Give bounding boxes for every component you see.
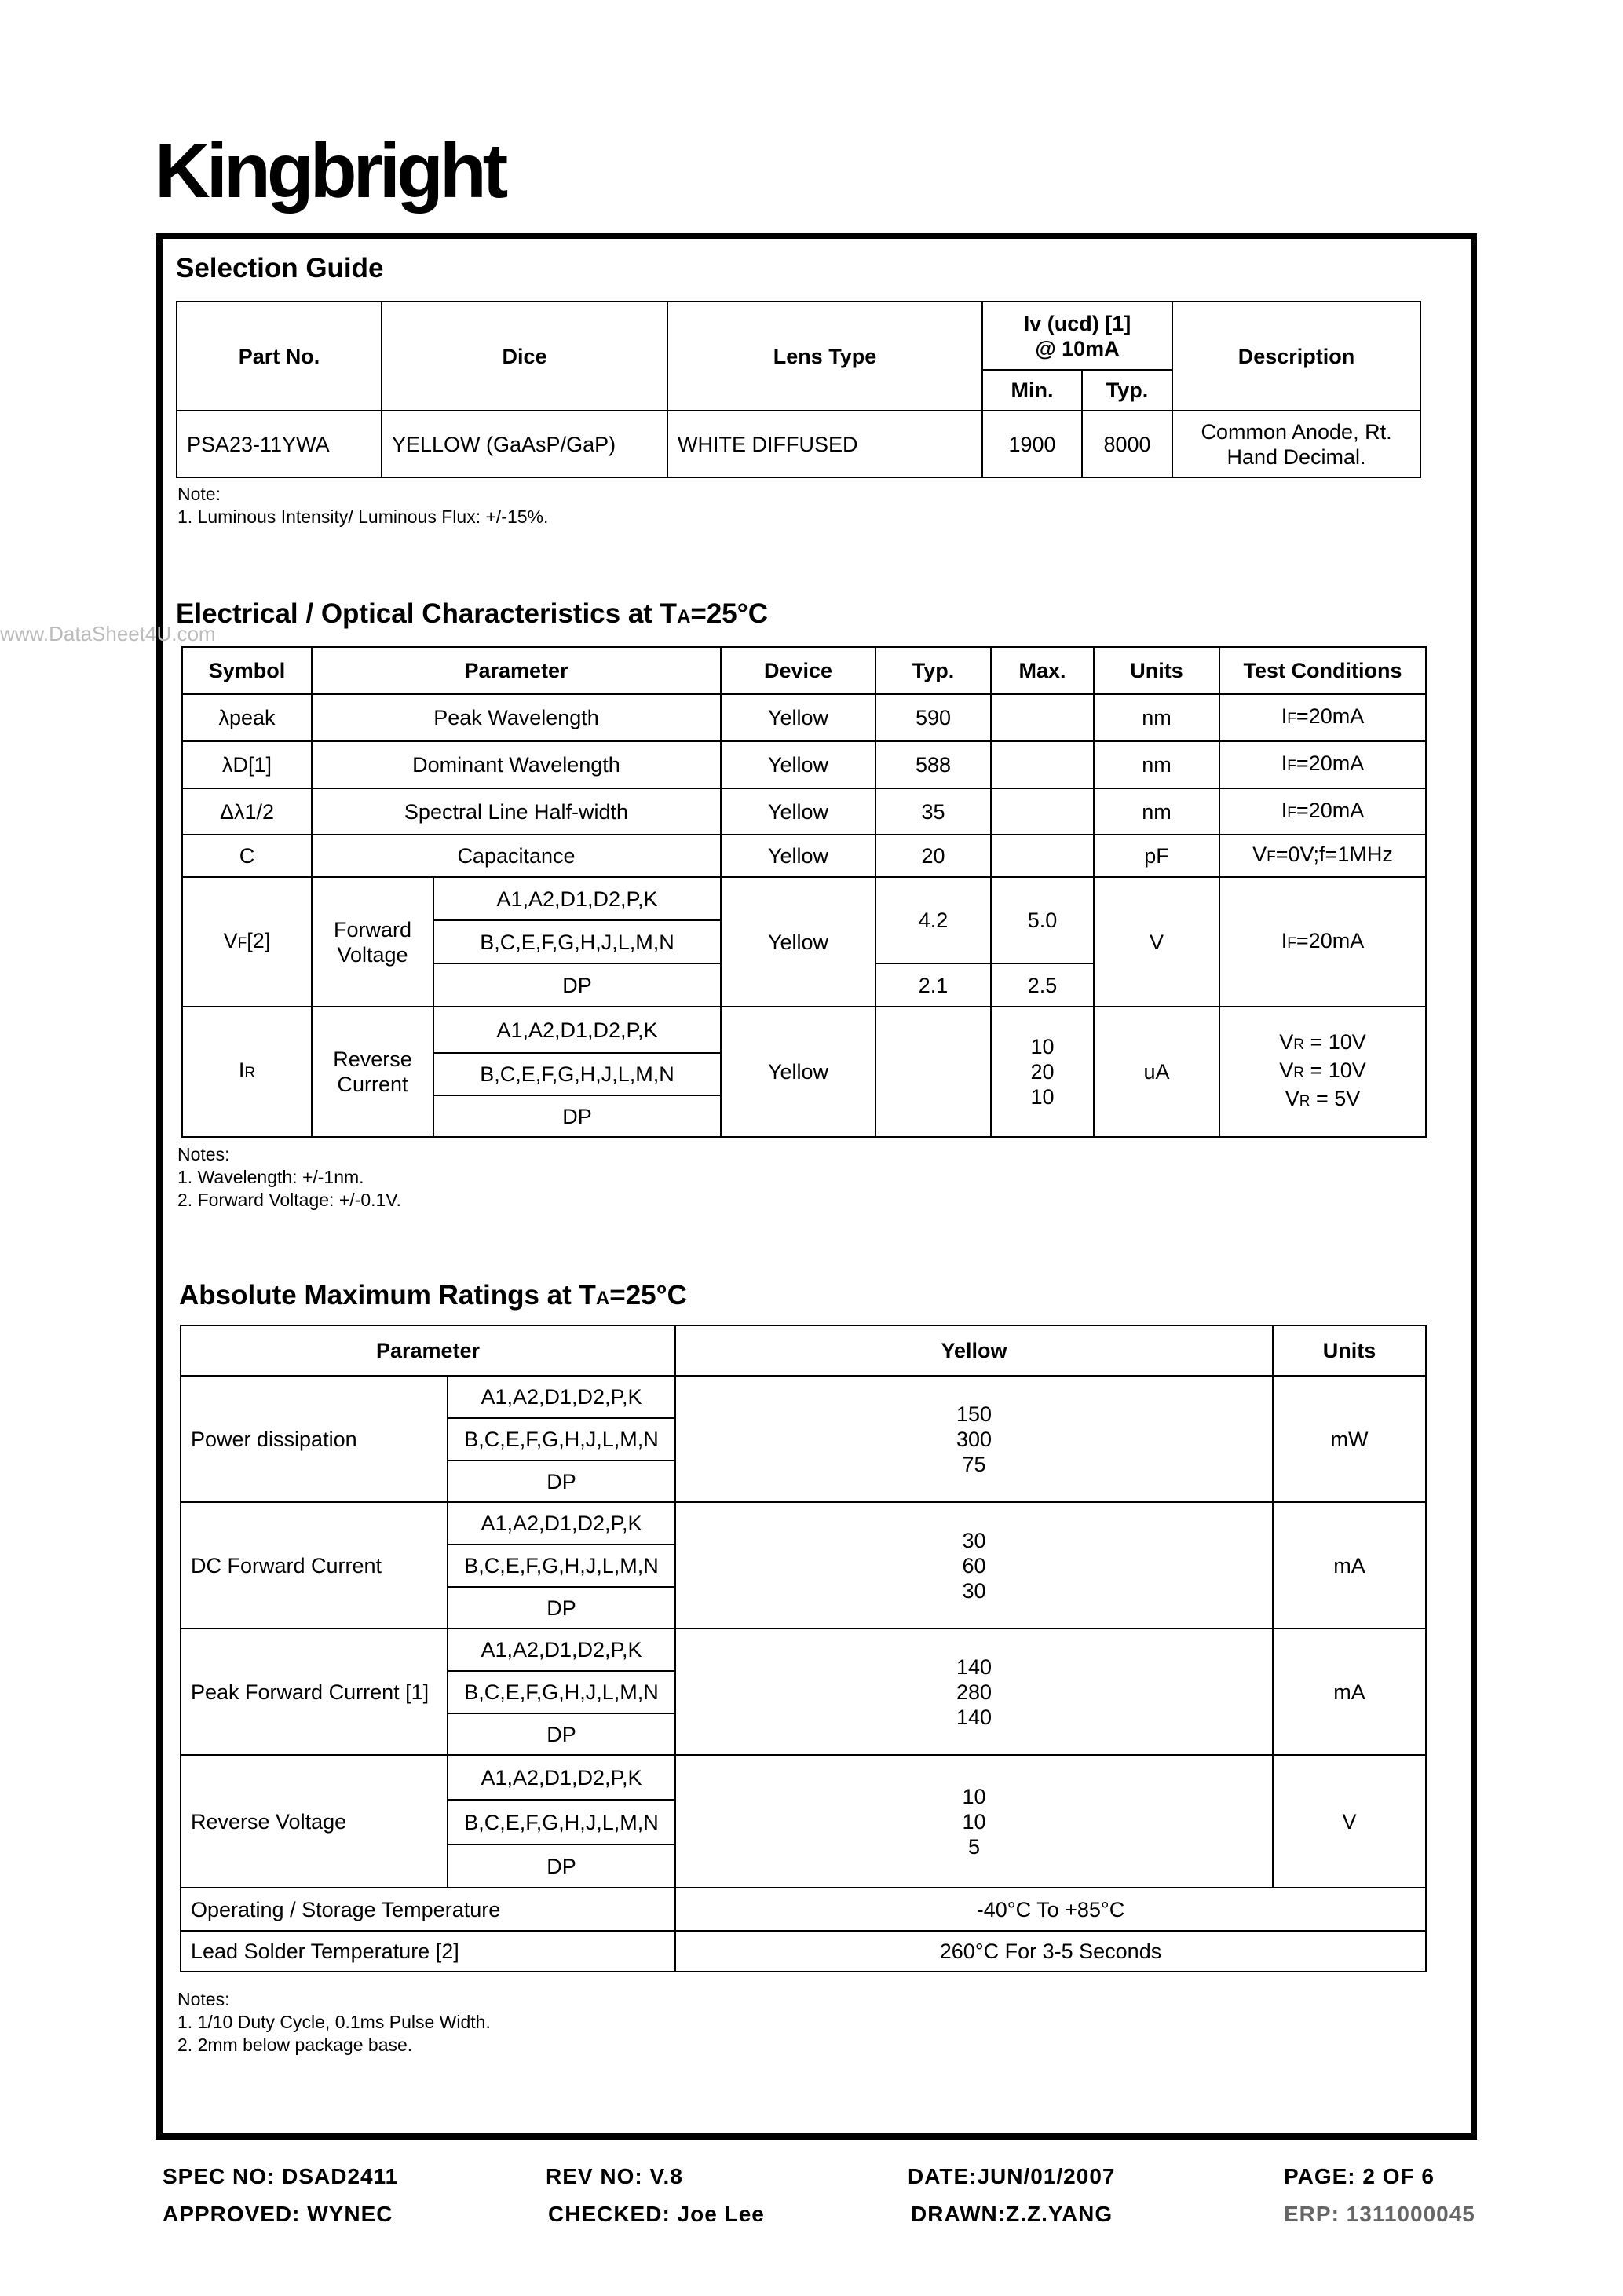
units: nm <box>1094 694 1219 741</box>
header-iv <box>982 302 1172 370</box>
device: Yellow <box>721 788 875 835</box>
note: 2. 2mm below package base. <box>177 2035 413 2055</box>
test-condition: VF=0V;f=1MHz <box>1219 835 1426 877</box>
drawn: DRAWN:Z.Z.YANG <box>911 2202 1113 2226</box>
rating-values: 10 10 5 <box>675 1755 1273 1888</box>
header-typ: Typ. <box>875 647 991 694</box>
units: pF <box>1094 835 1219 877</box>
iv-condition: @ 10mA <box>1035 336 1120 360</box>
spec-no: SPEC NO: DSAD2411 <box>163 2164 399 2188</box>
package-variant: A1,A2,D1,D2,P,K <box>448 1755 675 1800</box>
vf-units: V <box>1094 877 1219 1007</box>
header-test-conditions: Test Conditions <box>1219 647 1426 694</box>
test-condition: IF=20mA <box>1219 788 1426 835</box>
note: 1. Wavelength: +/-1nm. <box>177 1167 364 1187</box>
table-row <box>182 835 1426 877</box>
table-row <box>182 741 1426 788</box>
iv-label: Iv (ucd) [1] <box>1023 311 1131 335</box>
package-variant: A1,A2,D1,D2,P,K <box>448 1502 675 1545</box>
table-row <box>181 1502 1426 1545</box>
package-variant: DP <box>448 1844 675 1888</box>
description-line: Hand Decimal. <box>1226 444 1366 469</box>
ir-cond: VR = 10V VR = 10V VR = 5V <box>1219 1007 1426 1137</box>
units: nm <box>1094 741 1219 788</box>
table-row <box>181 1629 1426 1671</box>
rating-values: 150 300 75 <box>675 1376 1273 1502</box>
approved: APPROVED: WYNEC <box>163 2202 393 2226</box>
header-part-no: Part No. <box>177 302 382 411</box>
ir-sub-dp: DP <box>433 1095 721 1137</box>
table-row <box>177 411 1420 477</box>
solder-temp-label: Lead Solder Temperature [2] <box>181 1931 675 1972</box>
part-no: PSA23-11YWA <box>177 411 382 477</box>
electrical-title: Electrical / Optical Characteristics at TA=25°C <box>176 598 769 629</box>
package-variant: B,C,E,F,G,H,J,L,M,N <box>448 1418 675 1461</box>
vf-typ-dp: 2.1 <box>875 963 991 1007</box>
description-line: Common Anode, Rt. <box>1201 419 1392 444</box>
operating-temp-value: -40°C To +85°C <box>675 1888 1426 1931</box>
test-condition: IF=20mA <box>1219 694 1426 741</box>
erp-no: ERP: 1311000045 <box>1284 2202 1475 2226</box>
dice: YELLOW (GaAsP/GaP) <box>382 411 667 477</box>
header-lens-type: Lens Type <box>667 302 982 411</box>
ir-symbol: IR <box>182 1007 312 1137</box>
header-typ: Typ. <box>1082 370 1172 411</box>
electrical-table <box>181 646 1427 1138</box>
absolute-title: Absolute Maximum Ratings at TA=25°C <box>179 1280 687 1311</box>
solder-temp-value: 260°C For 3-5 Seconds <box>675 1931 1426 1972</box>
selection-guide-table <box>176 301 1421 478</box>
description <box>1172 411 1420 477</box>
header-parameter: Parameter <box>181 1325 675 1376</box>
rating-units: V <box>1273 1755 1426 1888</box>
ir-typ <box>875 1007 991 1137</box>
header-yellow: Yellow <box>675 1325 1273 1376</box>
vf-typ: 4.2 <box>875 877 991 963</box>
package-variant: B,C,E,F,G,H,J,L,M,N <box>448 1545 675 1587</box>
parameter: Spectral Line Half-width <box>312 788 721 835</box>
selection-notes <box>177 483 548 528</box>
device: Yellow <box>721 694 875 741</box>
note: Note: <box>177 484 221 504</box>
parameter: Capacitance <box>312 835 721 877</box>
rating-name: Peak Forward Current [1] <box>181 1629 448 1755</box>
symbol: C <box>182 835 312 877</box>
ir-units: uA <box>1094 1007 1219 1137</box>
max <box>991 788 1094 835</box>
page-number: PAGE: 2 OF 6 <box>1284 2164 1435 2188</box>
ir-device: Yellow <box>721 1007 875 1137</box>
rating-units: mA <box>1273 1629 1426 1755</box>
rating-name: DC Forward Current <box>181 1502 448 1629</box>
symbol: λD[1] <box>182 741 312 788</box>
rating-values: 140 280 140 <box>675 1629 1273 1755</box>
max <box>991 835 1094 877</box>
rating-name: Power dissipation <box>181 1376 448 1502</box>
test-condition: IF=20mA <box>1219 741 1426 788</box>
note: 1. 1/10 Duty Cycle, 0.1ms Pulse Width. <box>177 2012 491 2032</box>
parameter: Dominant Wavelength <box>312 741 721 788</box>
header-units: Units <box>1094 647 1219 694</box>
package-variant: DP <box>448 1713 675 1755</box>
lens-type: WHITE DIFFUSED <box>667 411 982 477</box>
device: Yellow <box>721 741 875 788</box>
absolute-table <box>180 1325 1427 1972</box>
vf-max: 5.0 <box>991 877 1094 963</box>
package-variant: B,C,E,F,G,H,J,L,M,N <box>448 1671 675 1713</box>
header-symbol: Symbol <box>182 647 312 694</box>
header-max: Max. <box>991 647 1094 694</box>
vf-cond: IF=20mA <box>1219 877 1426 1007</box>
date: DATE:JUN/01/2007 <box>908 2164 1116 2188</box>
header-units: Units <box>1273 1325 1426 1376</box>
device: Yellow <box>721 835 875 877</box>
ir-parameter: Reverse Current <box>312 1007 433 1137</box>
ir-sub-b: B,C,E,F,G,H,J,L,M,N <box>433 1053 721 1095</box>
table-row <box>182 694 1426 741</box>
vf-parameter: Forward Voltage <box>312 877 433 1007</box>
header-device: Device <box>721 647 875 694</box>
max <box>991 741 1094 788</box>
electrical-notes <box>177 1143 401 1212</box>
max <box>991 694 1094 741</box>
table-row <box>182 788 1426 835</box>
vf-sub-b: B,C,E,F,G,H,J,L,M,N <box>433 920 721 963</box>
checked: CHECKED: Joe Lee <box>548 2202 765 2226</box>
rating-units: mA <box>1273 1502 1426 1629</box>
ir-sub-a: A1,A2,D1,D2,P,K <box>433 1007 721 1053</box>
rating-name: Reverse Voltage <box>181 1755 448 1888</box>
vf-sub-dp: DP <box>433 963 721 1007</box>
typ: 588 <box>875 741 991 788</box>
header-parameter: Parameter <box>312 647 721 694</box>
iv-typ: 8000 <box>1082 411 1172 477</box>
rating-values: 30 60 30 <box>675 1502 1273 1629</box>
table-row <box>181 1376 1426 1418</box>
note: 1. Luminous Intensity/ Luminous Flux: +/-15%. <box>177 506 549 527</box>
package-variant: B,C,E,F,G,H,J,L,M,N <box>448 1800 675 1844</box>
header-description: Description <box>1172 302 1420 411</box>
parameter: Peak Wavelength <box>312 694 721 741</box>
package-variant: A1,A2,D1,D2,P,K <box>448 1629 675 1671</box>
symbol: λpeak <box>182 694 312 741</box>
package-variant: DP <box>448 1461 675 1502</box>
operating-temp-label: Operating / Storage Temperature <box>181 1888 675 1931</box>
iv-min: 1900 <box>982 411 1082 477</box>
note: 2. Forward Voltage: +/-0.1V. <box>177 1190 401 1210</box>
absolute-notes <box>177 1988 491 2057</box>
ir-max: 10 20 10 <box>991 1007 1094 1137</box>
vf-max-dp: 2.5 <box>991 963 1094 1007</box>
typ: 590 <box>875 694 991 741</box>
units: nm <box>1094 788 1219 835</box>
typ: 20 <box>875 835 991 877</box>
selection-guide-title: Selection Guide <box>176 253 384 283</box>
table-row <box>181 1755 1426 1800</box>
typ: 35 <box>875 788 991 835</box>
note: Notes: <box>177 1989 230 2009</box>
vf-device: Yellow <box>721 877 875 1007</box>
vf-sub-a: A1,A2,D1,D2,P,K <box>433 877 721 920</box>
rev-no: REV NO: V.8 <box>546 2164 683 2188</box>
symbol: Δλ1/2 <box>182 788 312 835</box>
vf-symbol: VF[2] <box>182 877 312 1007</box>
package-variant: A1,A2,D1,D2,P,K <box>448 1376 675 1418</box>
rating-units: mW <box>1273 1376 1426 1502</box>
header-dice: Dice <box>382 302 667 411</box>
package-variant: DP <box>448 1587 675 1629</box>
note: Notes: <box>177 1144 230 1164</box>
kingbright-logo: Kingbright <box>155 127 505 214</box>
header-min: Min. <box>982 370 1082 411</box>
watermark: www.DataSheet4U.com <box>0 622 216 645</box>
